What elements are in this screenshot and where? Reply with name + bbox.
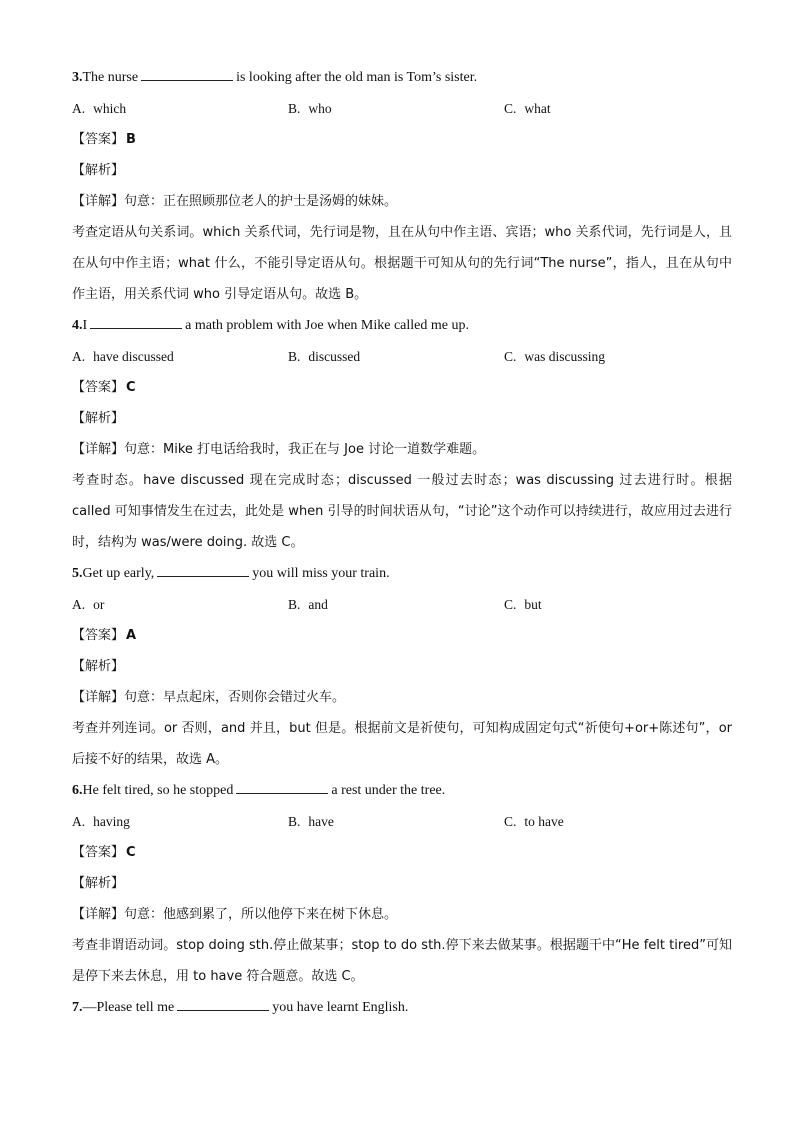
analysis-label: 【解析】 [72,411,125,426]
question-stem [72,992,732,1023]
analysis-label: 【解析】 [72,876,125,891]
option-a: A. or [72,597,105,612]
answer-blank [90,314,182,329]
stem-after: a rest under the tree. [331,783,446,798]
question-6 [72,775,732,992]
explanation: 考查定语从句关系词。which 关系代词，先行词是物，且在从句中作主语、宾语；who 关系代词，先行词是人，且在从句中作主语；what 什么，不能引导定语从句。根据题干可知从句的先行词“The nurse”，指人，且在从句中作主语，用关系代词 who 引导定语从句。故选 B。 [72,225,732,302]
answer-value: B [126,132,136,147]
stem-before: He felt tired, so he stopped [82,783,234,798]
options-row [72,341,732,372]
question-number: 7. [72,1000,83,1015]
explanation: 考查并列连词。or 否则，and 并且，but 但是。根据前文是祈使句，可知构成固定句式“祈使句+or+陈述句”，or 后接不好的结果，故选 A。 [72,721,732,767]
option-b: B. discussed [288,349,361,364]
question-3 [72,62,732,310]
option-c: C. what [504,101,551,116]
stem-after: a math problem with Joe when Mike called me up. [185,318,469,333]
detail-line: 【详解】句意：他感到累了，所以他停下来在树下休息。 [72,907,398,922]
answer-value: A [126,628,137,643]
stem-after: is looking after the old man is Tom’s sister. [236,70,478,85]
question-stem [72,775,732,806]
option-c: C. was discussing [504,349,606,364]
option-a: A. have discussed [72,349,174,364]
explanation: 考查时态。have discussed 现在完成时态；discussed 一般过去时态；was discussing 过去进行时。根据 called 可知事情发生在过去，此处是 when 引导的时间状语从句，“讨论”这个动作可以持续进行，故应用过去进行时，结构为 was/were doing. 故选 C。 [72,473,732,550]
answer-value: C [126,380,136,395]
option-b: B. who [288,101,332,116]
detail-line: 【详解】句意：Mike 打电话给我时，我正在与 Joe 讨论一道数学难题。 [72,442,486,457]
option-a: A. having [72,814,130,829]
explanation: 考查非谓语动词。stop doing sth.停止做某事；stop to do sth.停下来去做某事。根据题干中“He felt tired”可知是停下来去休息，用 to have 符合题意。故选 C。 [72,938,732,984]
options-row [72,589,732,620]
question-7 [72,992,732,1023]
option-a: A. which [72,101,127,116]
answer-line: 【答案】 C [72,380,136,395]
answer-value: C [126,845,136,860]
stem-before: Get up early, [82,566,155,581]
document-page [72,62,732,1023]
question-5 [72,558,732,775]
stem-before: I [82,318,88,333]
option-c: C. but [504,597,542,612]
stem-before: The nurse [82,70,139,85]
question-number: 3. [72,70,83,85]
option-c: C. to have [504,814,564,829]
answer-blank [236,779,328,794]
answer-line: 【答案】 A [72,628,137,643]
question-number: 6. [72,783,83,798]
question-stem [72,310,732,341]
answer-blank [141,66,233,81]
answer-blank [177,996,269,1011]
options-row [72,806,732,837]
stem-after: you will miss your train. [252,566,390,581]
stem-before: —Please tell me [82,1000,175,1015]
answer-line: 【答案】 B [72,132,136,147]
question-stem [72,558,732,589]
detail-line: 【详解】句意：正在照顾那位老人的护士是汤姆的妹妹。 [72,194,398,209]
question-stem [72,62,732,93]
option-b: B. and [288,597,328,612]
question-number: 5. [72,566,83,581]
answer-line: 【答案】 C [72,845,136,860]
answer-blank [157,562,249,577]
stem-after: you have learnt English. [272,1000,409,1015]
detail-line: 【详解】句意：早点起床，否则你会错过火车。 [72,690,346,705]
question-number: 4. [72,318,83,333]
question-4 [72,310,732,558]
analysis-label: 【解析】 [72,659,125,674]
options-row [72,93,732,124]
option-b: B. have [288,814,334,829]
analysis-label: 【解析】 [72,163,125,178]
